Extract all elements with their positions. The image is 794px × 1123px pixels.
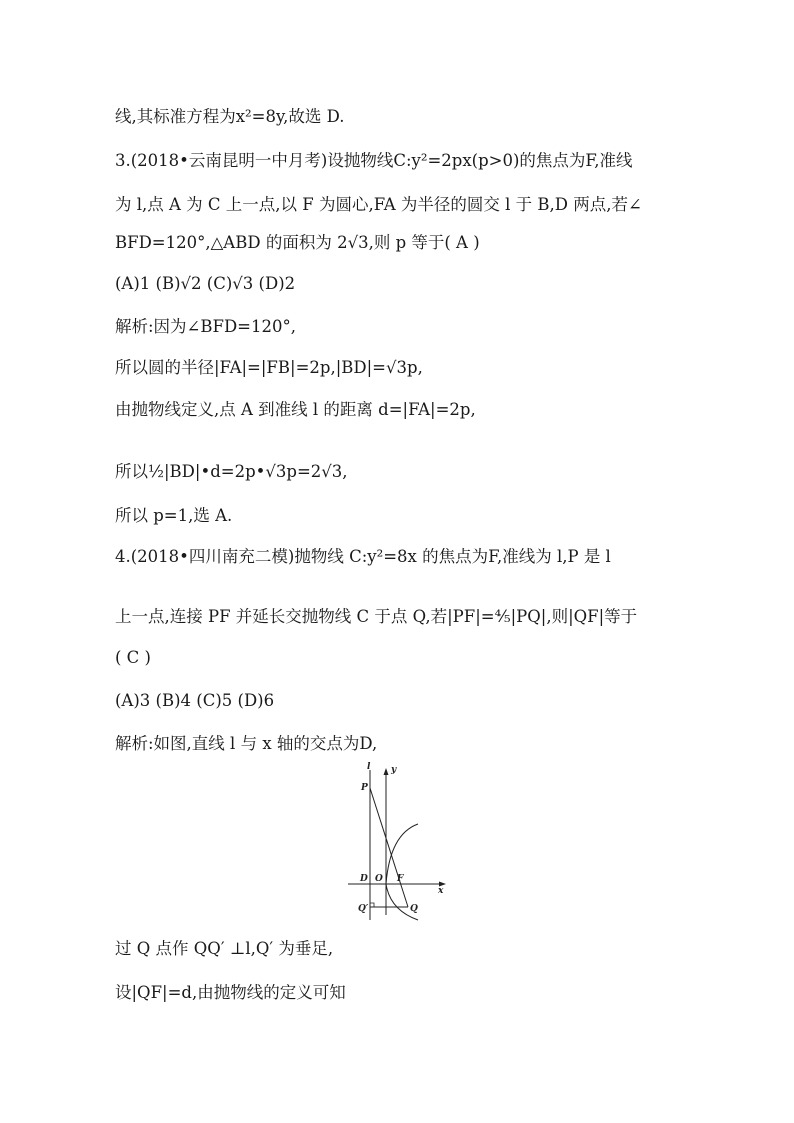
label-f: F — [397, 874, 404, 884]
text-line-4: BFD=120°,△ABD 的面积为 2√3,则 p 等于( A ) — [115, 233, 480, 252]
label-p: P — [361, 783, 368, 793]
text-line-3: 为 l,点 A 为 C 上一点,以 F 为圆心,FA 为半径的圆交 l 于 B,D 两点,若∠ — [115, 195, 642, 214]
parabola-figure — [340, 760, 450, 925]
answer-options-q3: (A)1 (B)√2 (C)√3 (D)2 — [115, 274, 296, 293]
text-line-13: ( C ) — [115, 648, 151, 667]
label-q-prime: Q′ — [358, 904, 369, 914]
text-line-6: 解析:因为∠BFD=120°, — [115, 317, 297, 336]
y-axis-arrow — [384, 768, 389, 775]
text-line-11: 4.(2018•四川南充二模)抛物线 C:y²=8x 的焦点为F,准线为 l,P 是 l — [115, 547, 611, 566]
label-o: O — [375, 874, 383, 884]
answer-options-q4: (A)3 (B)4 (C)5 (D)6 — [115, 691, 275, 710]
label-x: x — [438, 886, 444, 896]
text-line-10: 所以 p=1,选 A. — [115, 506, 233, 525]
text-line-2: 3.(2018•云南昆明一中月考)设抛物线C:y²=2px(p>0)的焦点为F,准线 — [115, 151, 633, 170]
text-line-7: 所以圆的半径|FA|=|FB|=2p,|BD|=√3p, — [115, 358, 423, 377]
text-line-15: 解析:如图,直线 l 与 x 轴的交点为D, — [115, 734, 378, 753]
right-angle-mark — [370, 903, 374, 907]
text-line-9: 所以½|BD|•d=2p•√3p=2√3, — [115, 462, 348, 481]
label-l: l — [367, 762, 371, 772]
text-line-17: 设|QF|=d,由抛物线的定义可知 — [115, 983, 346, 1002]
label-y: y — [391, 765, 397, 775]
text-line-8: 由抛物线定义,点 A 到准线 l 的距离 d=|FA|=2p, — [115, 400, 476, 419]
text-line-1: 线,其标准方程为x²=8y,故选 D. — [115, 107, 345, 126]
text-line-12: 上一点,连接 PF 并延长交抛物线 C 于点 Q,若|PF|=⅘|PQ|,则|QF|等于 — [115, 607, 638, 626]
text-line-16: 过 Q 点作 QQ′ ⊥l,Q′ 为垂足, — [115, 939, 334, 958]
label-d: D — [360, 874, 368, 884]
label-q: Q — [410, 904, 418, 914]
line-pq — [370, 788, 408, 907]
